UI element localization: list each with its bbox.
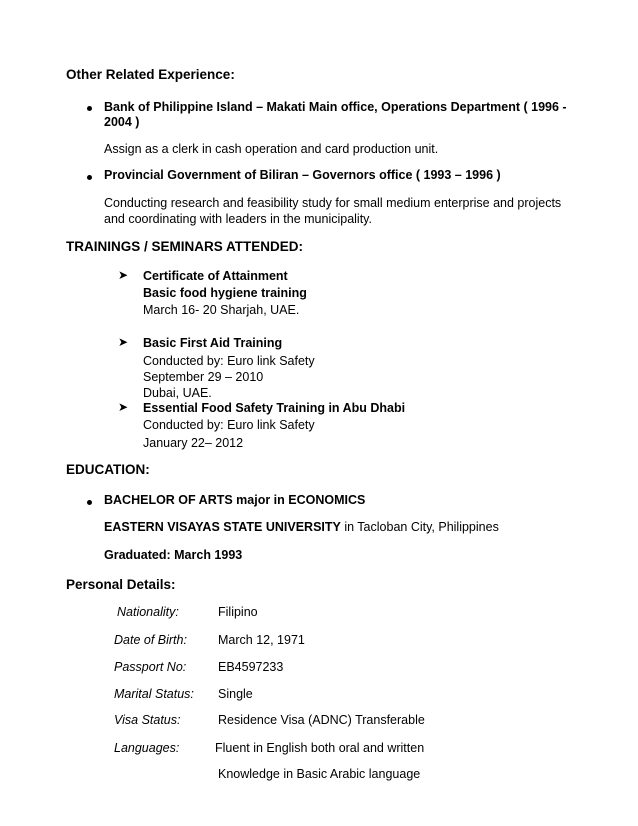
education-degree: BACHELOR OF ARTS major in ECONOMICS bbox=[104, 493, 366, 507]
dob-value: March 12, 1971 bbox=[218, 633, 305, 647]
training-1-subtitle: Basic food hygiene training bbox=[143, 286, 307, 300]
passport-label: Passport No: bbox=[114, 660, 187, 674]
education-graduated: Graduated: March 1993 bbox=[104, 548, 243, 562]
training-1-detail: March 16- 20 Sharjah, UAE. bbox=[143, 303, 300, 317]
training-3-title: Essential Food Safety Training in Abu Dhabi bbox=[143, 401, 406, 415]
arrow-bullet-icon: ➤ bbox=[118, 335, 129, 349]
trainings-heading: TRAININGS / SEMINARS ATTENDED: bbox=[66, 239, 304, 254]
arrow-bullet-icon: ➤ bbox=[118, 268, 129, 282]
experience-2-description-line1: Conducting research and feasibility study for small medium enterprise and projects bbox=[104, 196, 562, 210]
bullet-icon bbox=[87, 175, 92, 180]
arrow-bullet-icon: ➤ bbox=[118, 400, 129, 414]
nationality-label: Nationality: bbox=[117, 605, 179, 619]
experience-2-title: Provincial Government of Biliran – Governors office ( 1993 – 1996 ) bbox=[104, 168, 501, 182]
training-3-detail-2: January 22– 2012 bbox=[143, 436, 244, 450]
education-location: in Tacloban City, Philippines bbox=[340, 520, 499, 534]
education-school: EASTERN VISAYAS STATE UNIVERSITY bbox=[104, 520, 341, 534]
bullet-icon bbox=[87, 500, 92, 505]
languages-value: Fluent in English both oral and written bbox=[215, 741, 425, 755]
education-school-line bbox=[104, 520, 499, 535]
experience-1-title-line1: Bank of Philippine Island – Makati Main office, Operations Department ( 1996 - bbox=[104, 100, 567, 114]
training-2-title: Basic First Aid Training bbox=[143, 336, 283, 350]
dob-label: Date of Birth: bbox=[114, 633, 187, 647]
education-heading: EDUCATION: bbox=[66, 462, 150, 477]
passport-value: EB4597233 bbox=[218, 660, 284, 674]
marital-status-label: Marital Status: bbox=[114, 687, 194, 701]
bullet-icon bbox=[87, 106, 92, 111]
training-2-detail-1: Conducted by: Euro link Safety bbox=[143, 354, 315, 368]
other-experience-heading: Other Related Experience: bbox=[66, 67, 235, 82]
training-2-detail-2: September 29 – 2010 bbox=[143, 370, 264, 384]
experience-2-description-line2: and coordinating with leaders in the municipality. bbox=[104, 212, 372, 226]
languages-label: Languages: bbox=[114, 741, 180, 755]
training-1-title: Certificate of Attainment bbox=[143, 269, 288, 283]
marital-status-value: Single bbox=[218, 687, 253, 701]
personal-heading: Personal Details: bbox=[66, 577, 176, 592]
experience-1-title-line2: 2004 ) bbox=[104, 115, 140, 129]
training-3-detail-1: Conducted by: Euro link Safety bbox=[143, 418, 315, 432]
languages-value-extra: Knowledge in Basic Arabic language bbox=[218, 767, 421, 781]
experience-1-description: Assign as a clerk in cash operation and card production unit. bbox=[104, 142, 439, 156]
visa-status-label: Visa Status: bbox=[114, 713, 181, 727]
visa-status-value: Residence Visa (ADNC) Transferable bbox=[218, 713, 425, 727]
training-2-detail-3: Dubai, UAE. bbox=[143, 386, 212, 400]
nationality-value: Filipino bbox=[218, 605, 258, 619]
